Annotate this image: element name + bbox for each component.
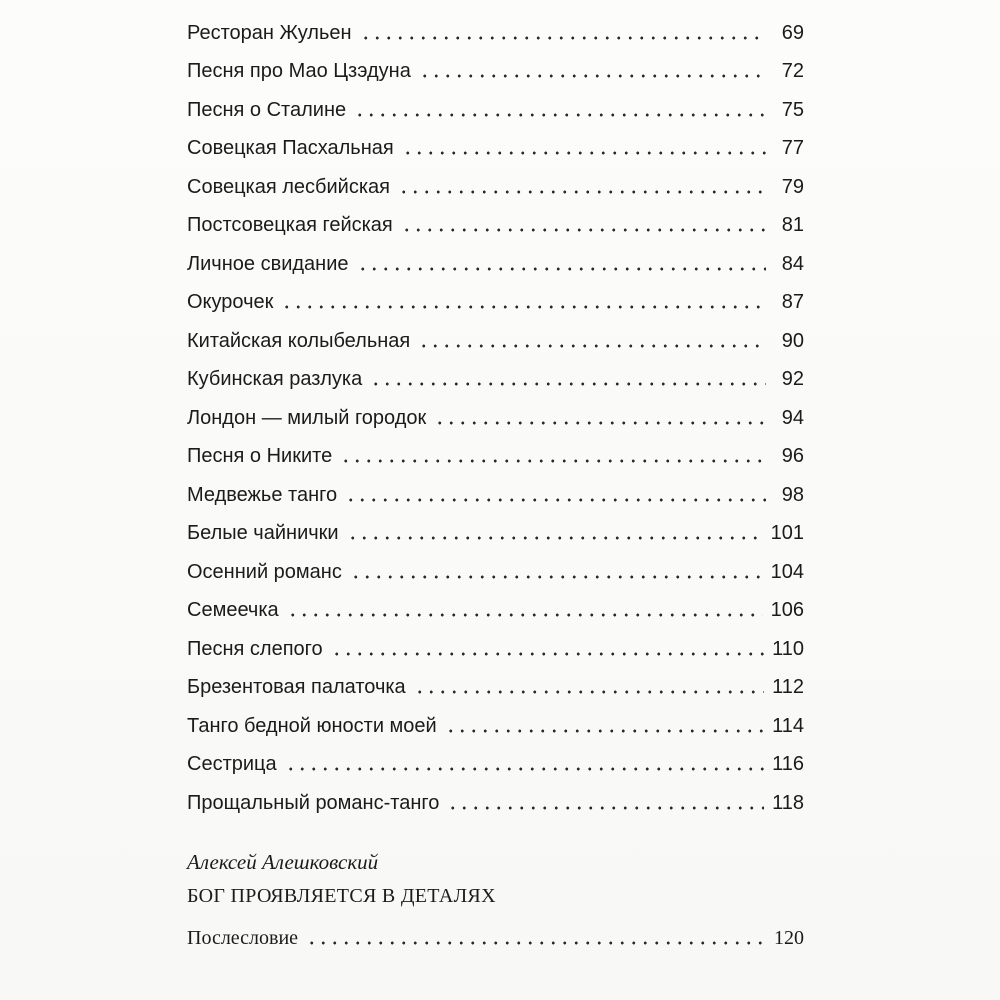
toc-entry-page: 104 [770, 560, 804, 583]
dot-leader [360, 36, 766, 40]
toc-entry [187, 237, 804, 276]
toc-entry-page: 75 [781, 98, 804, 121]
dot-leader [401, 228, 766, 232]
dot-leader [354, 113, 766, 117]
toc-entry-page: 79 [781, 175, 804, 198]
toc-entry-title: Брезентовая палаточка [187, 676, 406, 698]
toc-entry-title: Личное свидание [187, 252, 349, 275]
toc-entry-title: Кубинская разлука [187, 368, 363, 390]
dot-leader [306, 941, 766, 945]
toc-entry [187, 776, 804, 815]
table-of-contents [187, 6, 804, 815]
toc-entry [187, 507, 804, 546]
toc-entry-page: 92 [781, 368, 804, 390]
dot-leader [347, 536, 763, 540]
toc-entry [187, 160, 804, 199]
dot-leader [350, 575, 763, 579]
toc-entry-page: 69 [781, 21, 804, 44]
dot-leader [445, 729, 764, 733]
toc-entry [187, 6, 804, 45]
toc-entry [187, 738, 804, 777]
dot-leader [418, 344, 766, 348]
toc-entry [187, 699, 804, 738]
toc-entry-page: 90 [781, 329, 804, 352]
toc-entry-afterword [187, 911, 804, 950]
dot-leader [419, 74, 766, 78]
dot-leader [340, 459, 766, 463]
toc-entry-title: Белые чайнички [187, 522, 339, 544]
toc-entry-title: Лондон — милый городок [187, 406, 427, 429]
toc-entry [187, 45, 804, 84]
toc-entry [187, 199, 804, 238]
toc-entry-page: 94 [781, 406, 804, 429]
toc-entry [187, 661, 804, 700]
toc-entry-page: 118 [772, 791, 804, 814]
dot-leader [447, 806, 764, 810]
toc-entry-title: Окурочек [187, 291, 274, 313]
toc-entry-title: Сестрица [187, 753, 277, 775]
dot-leader [285, 767, 765, 771]
toc-entry-title: Прощальный романс-танго [187, 791, 440, 814]
toc-entry [187, 122, 804, 161]
afterword-heading: БОГ ПРОЯВЛЯЕТСЯ В ДЕТАЛЯХ [187, 885, 496, 907]
dot-leader [331, 652, 764, 656]
toc-entry-title: Постсовецкая гейская [187, 214, 393, 236]
dot-leader [414, 690, 764, 694]
toc-entry-page: 120 [774, 926, 804, 949]
toc-entry-page: 114 [772, 714, 804, 737]
toc-entry-title: Послесловие [187, 926, 299, 949]
afterword-entry-container [187, 911, 804, 950]
toc-entry-page: 112 [772, 676, 804, 698]
toc-entry [187, 276, 804, 315]
toc-entry [187, 584, 804, 623]
toc-entry-page: 106 [770, 599, 804, 621]
toc-entry-title: Песня о Никите [187, 445, 333, 467]
toc-entry-page: 96 [781, 445, 804, 467]
toc-entry-page: 98 [781, 483, 804, 506]
toc-entry-title: Китайская колыбельная [187, 329, 411, 352]
toc-entry-title: Песня о Сталине [187, 98, 347, 121]
toc-entry-title: Медвежье танго [187, 483, 338, 506]
toc-entry-title: Совецкая Пасхальная [187, 137, 394, 159]
dot-leader [357, 267, 767, 271]
toc-entry-page: 84 [781, 252, 804, 275]
dot-leader [398, 190, 766, 194]
afterword-author: Алексей Алешковский [187, 850, 379, 874]
toc-entry-title: Семеечка [187, 599, 279, 621]
toc-entry-page: 116 [772, 753, 804, 775]
dot-leader [281, 305, 766, 309]
toc-entry [187, 391, 804, 430]
dot-leader [370, 382, 766, 386]
toc-entry-page: 72 [781, 60, 804, 82]
dot-leader [345, 498, 766, 502]
toc-entry-title: Совецкая лесбийская [187, 175, 390, 198]
toc-entry [187, 430, 804, 469]
toc-entry-title: Песня слепого [187, 637, 323, 660]
toc-entry-title: Танго бедной юности моей [187, 714, 437, 737]
toc-entry [187, 314, 804, 353]
toc-entry-title: Песня про Мао Цзэдуна [187, 60, 411, 82]
toc-entry [187, 622, 804, 661]
toc-entry-page: 110 [772, 637, 804, 660]
toc-entry [187, 353, 804, 392]
toc-entry-page: 101 [770, 522, 804, 544]
dot-leader [287, 613, 763, 617]
toc-entry-page: 81 [781, 214, 804, 236]
toc-entry-page: 77 [781, 137, 804, 159]
toc-entry-page: 87 [781, 291, 804, 313]
dot-leader [402, 151, 766, 155]
dot-leader [434, 421, 766, 425]
toc-entry [187, 545, 804, 584]
toc-entry-title: Ресторан Жульен [187, 21, 352, 44]
toc-entry-title: Осенний романс [187, 560, 342, 583]
toc-entry [187, 468, 804, 507]
toc-entry [187, 83, 804, 122]
